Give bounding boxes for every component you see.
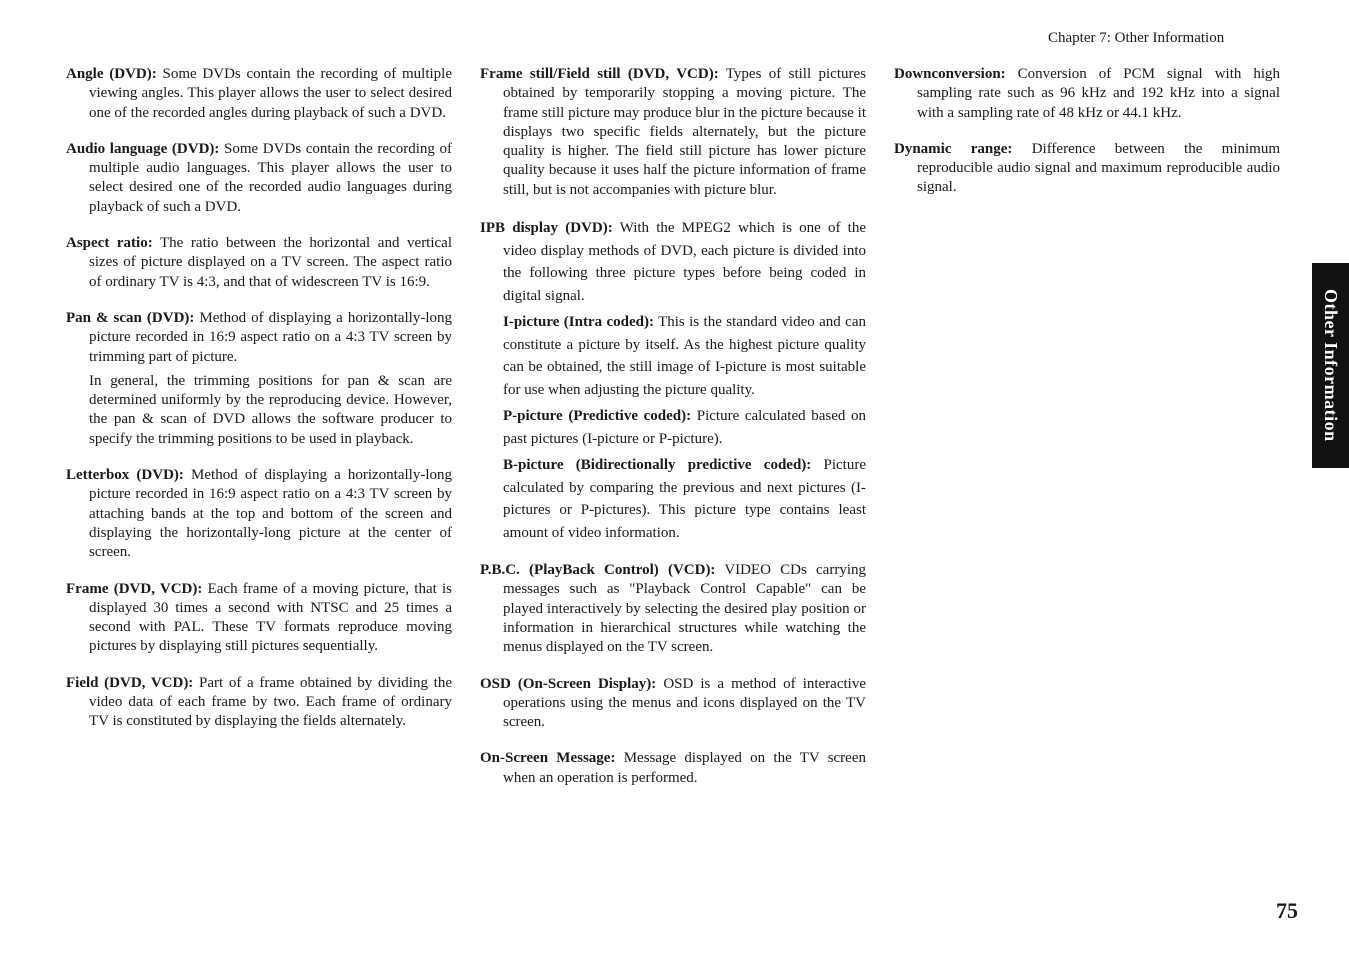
glossary-definition: Difference between the minimum reproducible audio signal and maximum reproducible audio signal.	[917, 140, 1280, 196]
glossary-term: Frame still/Field still (DVD, VCD):	[480, 66, 719, 82]
glossary-definition: This is the standard video and can constitute a picture by itself. As the highest picture quality can be obtained, the still image of I-picture is most suitable for use when adjusting the picture quality.	[503, 314, 866, 398]
glossary-term: Dynamic range:	[894, 140, 1013, 157]
glossary-column-1	[66, 65, 452, 749]
glossary-definition: Types of still pictures obtained by temporarily stopping a moving picture. The frame still picture may produce blur in the picture because it displays two specific fields alternately, but the picture quality is higher. The field still picture has lower picture quality because it uses half the picture information of frame still, but is not accompanies with picture blur.	[503, 66, 866, 198]
glossary-term: Downconversion:	[894, 66, 1006, 82]
glossary-entry-ipb-display	[480, 217, 866, 544]
glossary-entry-on-screen-message	[480, 749, 866, 788]
glossary-subentry-b-picture	[480, 454, 866, 544]
glossary-entry-pbc	[480, 561, 866, 657]
glossary-term: I-picture (Intra coded):	[503, 314, 654, 331]
glossary-definition: The ratio between the horizontal and vertical sizes of picture displayed on a TV screen. The aspect ratio of ordinary TV is 4:3, and that of widescreen TV is 16:9.	[89, 235, 453, 290]
glossary-definition: Picture calculated by comparing the previous and next pictures (I-pictures or P-pictures). This picture type contains least amount of video information.	[503, 457, 866, 541]
glossary-definition: Some DVDs contain the recording of multiple viewing angles. This player allows the user to select desired one of the recorded angles during playback of such a DVD.	[89, 66, 452, 121]
glossary-definition: Picture calculated based on past pictures (I-picture or P-picture).	[503, 408, 867, 447]
glossary-entry-aspect-ratio	[66, 234, 452, 292]
glossary-definition: Conversion of PCM signal with high sampling rate such as 96 kHz and 192 kHz into a signal with a sampling rate of 48 kHz or 44.1 kHz.	[917, 66, 1280, 121]
glossary-entry-frame	[66, 580, 452, 657]
page-number: 75	[1276, 898, 1298, 923]
glossary-definition: Message displayed on the TV screen when an operation is performed.	[503, 750, 866, 786]
glossary-term: B-picture (Bidirectionally predictive coded):	[503, 457, 812, 474]
glossary-entry-downconversion	[894, 65, 1280, 123]
glossary-entry-field	[66, 674, 452, 732]
glossary-entry-audio-language	[66, 140, 452, 217]
glossary-term: OSD (On-Screen Display):	[480, 675, 657, 692]
glossary-definition: With the MPEG2 which is one of the video display methods of DVD, each picture is divided into the following three picture types before being coded in digital signal.	[503, 220, 866, 304]
glossary-entry-pan-scan	[66, 309, 452, 449]
glossary-definition-continued: In general, the trimming positions for pan & scan are determined uniformly by the reproducing device. However, the pan & scan of DVD allows the software producer to specify the trimming positions to be used in playback.	[89, 372, 452, 447]
glossary-definition: Method of displaying a horizontally-long picture recorded in 16:9 aspect ratio on a 4:3 TV screen by trimming part of picture.	[89, 309, 452, 365]
glossary-term: Letterbox (DVD):	[66, 467, 184, 484]
glossary-entry-letterbox	[66, 466, 452, 562]
glossary-definition: Method of displaying a horizontally-long picture recorded in 16:9 aspect ratio on a 4:3 TV screen by attaching bands at the top and bottom of the screen and displaying the horizontally-long picture at the center of screen.	[89, 467, 452, 561]
glossary-subentry-i-picture	[480, 311, 866, 401]
glossary-column-2	[480, 65, 866, 805]
glossary-term: Pan & scan (DVD):	[66, 309, 195, 326]
glossary-definition: OSD is a method of interactive operations using the menus and icons displayed on the TV screen.	[503, 675, 866, 731]
glossary-term: Audio language (DVD):	[66, 140, 220, 157]
glossary-term: P.B.C. (PlayBack Control) (VCD):	[480, 562, 716, 579]
glossary-entry-frame-still	[480, 65, 866, 200]
glossary-entry-dynamic-range	[894, 140, 1280, 198]
glossary-term: On-Screen Message:	[480, 750, 616, 767]
glossary-definition: Part of a frame obtained by dividing the video data of each frame by two. Each frame of ordinary TV is constituted by displaying the fields alternately.	[89, 674, 452, 730]
glossary-entry-osd	[480, 675, 866, 733]
glossary-term: Aspect ratio:	[66, 235, 153, 252]
chapter-header: Chapter 7: Other Information	[1048, 30, 1225, 46]
glossary-entry-angle	[66, 65, 452, 123]
glossary-term: Angle (DVD):	[66, 66, 157, 82]
glossary-subentry-p-picture	[480, 405, 866, 450]
section-side-tab: Other Information	[1312, 263, 1349, 468]
glossary-term: P-picture (Predictive coded):	[503, 408, 692, 425]
glossary-term: Field (DVD, VCD):	[66, 674, 194, 691]
glossary-column-3	[894, 65, 1280, 215]
glossary-term: IPB display (DVD):	[480, 220, 613, 237]
glossary-definition: Each frame of a moving picture, that is displayed 30 times a second with NTSC and 25 times a second with PAL. These TV formats reproduce moving pictures by displaying still pictures sequentially.	[89, 580, 452, 655]
glossary-definition: VIDEO CDs carrying messages such as "Playback Control Capable" can be played interactively by selecting the desired play position or information in hierarchical structures while watching the menus displayed on the TV screen.	[503, 562, 866, 656]
glossary-term: Frame (DVD, VCD):	[66, 580, 203, 597]
glossary-definition: Some DVDs contain the recording of multiple audio languages. This player allows the user to select desired one of the recorded audio languages during playback of such a DVD.	[89, 140, 452, 215]
